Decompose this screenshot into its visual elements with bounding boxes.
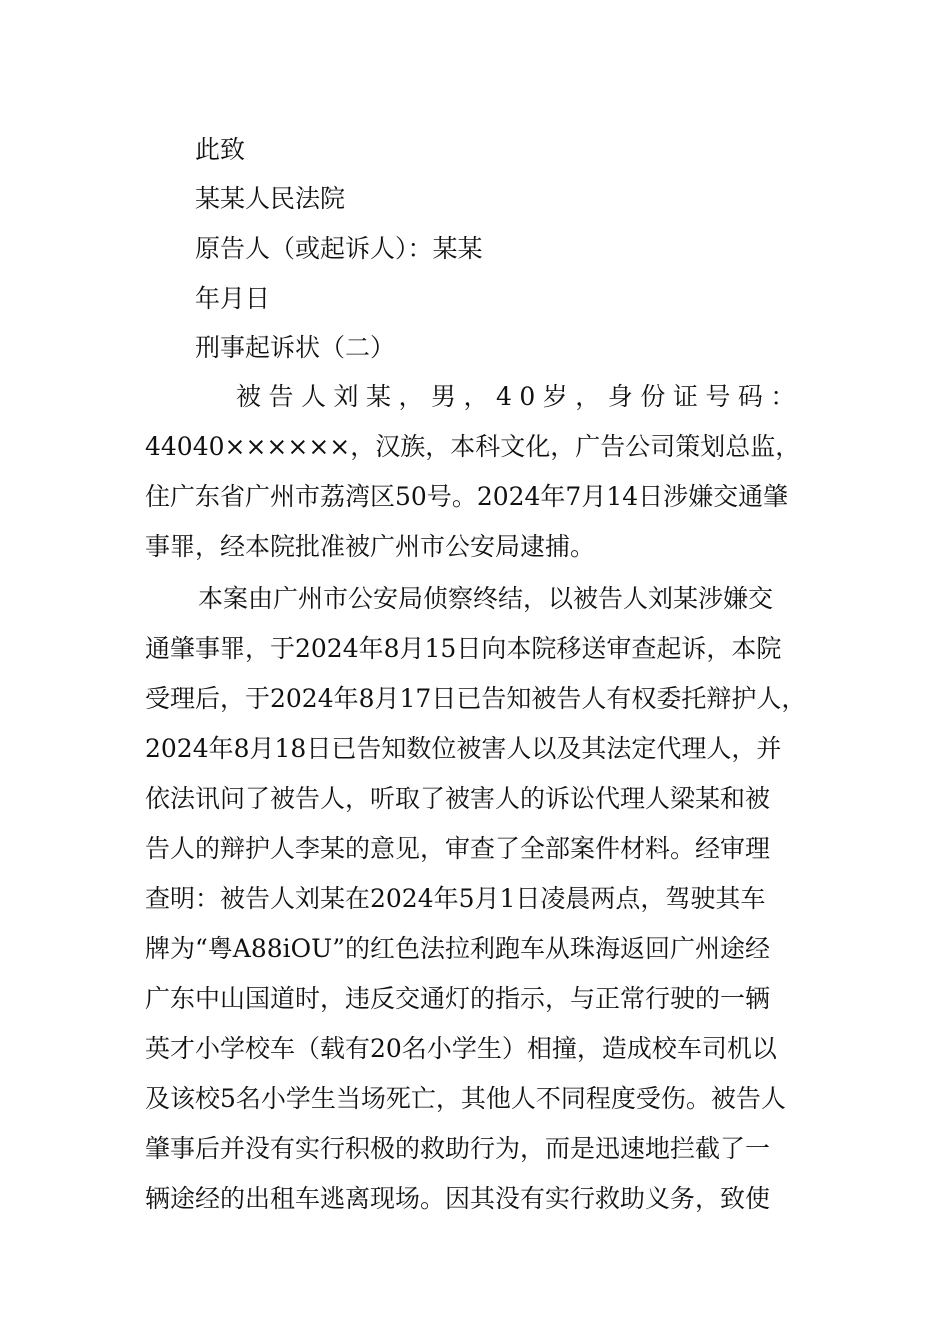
paragraph-line: 受理后，于2024年8月17日已告知被告人有权委托辩护人， [145,684,807,713]
paragraph-line: 广东中山国道时，违反交通灯的指示，与正常行驶的一辆 [145,984,771,1013]
paragraph-line: 辆途经的出租车逃离现场。因其没有实行救助义务，致使 [145,1184,771,1213]
paragraph-line: 及该校5名小学生当场死亡，其他人不同程度受伤。被告人 [145,1084,786,1113]
paragraph-line: 牌为“粤A88iOU”的红色法拉利跑车从珠海返回广州途经 [145,934,770,963]
paragraph-line: 本案由广州市公安局侦察终结，以被告人刘某涉嫌交 [198,584,774,613]
paragraph-line: 住广东省广州市荔湾区50号。2024年7月14日涉嫌交通肇 [145,482,789,511]
paragraph-line: 44040××××××，汉族，本科文化，广告公司策划总监， [145,432,801,461]
paragraph-line: 英才小学校车（载有20名小学生）相撞，造成校车司机以 [145,1034,777,1063]
date-line: 年月日 [195,284,271,313]
paragraph-line: 被告人刘某，男，40岁，身份证号码： [236,382,803,411]
paragraph-line: 依法讯问了被告人，听取了被害人的诉讼代理人梁某和被 [145,784,771,813]
paragraph-line: 通肇事罪，于2024年8月15日向本院移送审查起诉，本院 [145,634,782,663]
plaintiff-line: 原告人（或起诉人）：某某 [195,234,483,263]
paragraph-line: 2024年8月18日已告知数位被害人以及其法定代理人，并 [145,734,782,763]
paragraph-line: 查明：被告人刘某在2024年5月1日凌晨两点，驾驶其车 [145,884,766,913]
paragraph-line: 告人的辩护人李某的意见，审查了全部案件材料。经审理 [145,834,771,863]
closing-salutation: 此致 [195,135,246,164]
paragraph-line: 事罪，经本院批准被广州市公安局逮捕。 [145,532,596,561]
recipient-court: 某某人民法院 [195,184,346,213]
paragraph-line: 肇事后并没有实行积极的救助行为，而是迅速地拦截了一 [145,1134,771,1163]
document-title: 刑事起诉状（二） [195,333,396,362]
